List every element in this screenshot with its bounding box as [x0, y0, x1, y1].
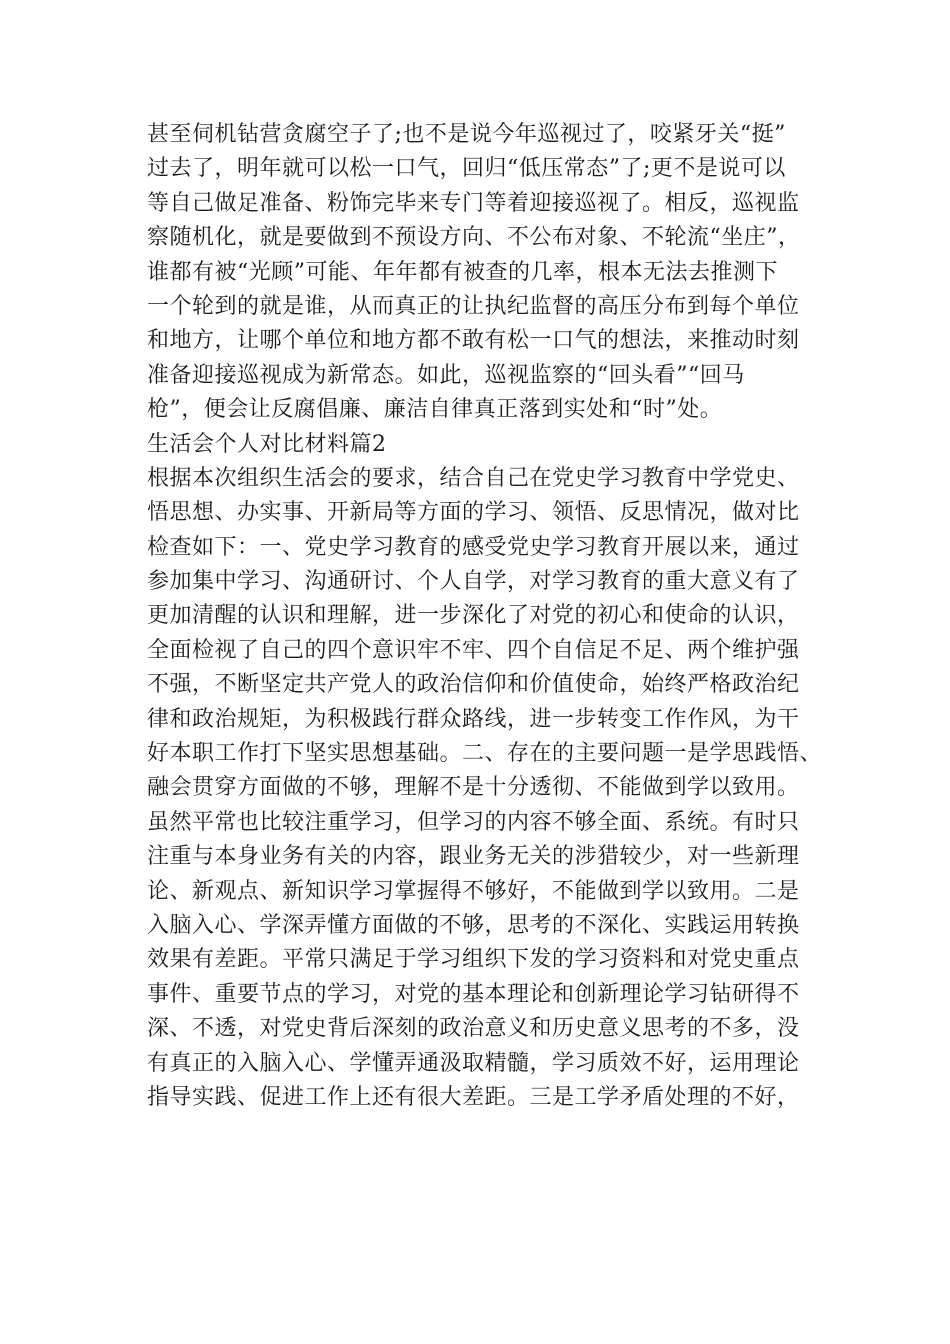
text-line: 融会贯穿方面做的不够，理解不是十分透彻、不能做到学以致用。	[147, 775, 800, 801]
document-body	[147, 118, 823, 1115]
text-line: 枪”，便会让反腐倡廉、廉洁自律真正落到实处和“时”处。	[147, 397, 723, 423]
text-line: 参加集中学习、沟通研讨、个人自学，对学习教育的重大意义有了	[147, 569, 800, 595]
text-line: 指导实践、促进工作上还有很大差距。三是工学矛盾处理的不好，	[147, 1084, 800, 1110]
paragraph-continuation	[147, 118, 807, 428]
text-line: 律和政治规矩，为积极践行群众路线，进一步转变工作作风，为干	[147, 706, 800, 732]
text-line: 全面检视了自己的四个意识牢不牢、四个自信足不足、两个维护强	[147, 637, 800, 663]
text-line: 入脑入心、学深弄懂方面做的不够，思考的不深化、实践运用转换	[147, 912, 800, 938]
text-line: 不强，不断坚定共产党人的政治信仰和价值使命，始终严格政治纪	[147, 672, 800, 698]
text-line: 和地方，让哪个单位和地方都不敢有松一口气的想法，来推动时刻	[147, 328, 800, 354]
text-line: 事件、重要节点的学习，对党的基本理论和创新理论学习钻研得不	[147, 981, 800, 1007]
text-line: 一个轮到的就是谁，从而真正的让执纪监督的高压分布到每个单位	[147, 293, 800, 319]
text-line: 检查如下：一、党史学习教育的感受党史学习教育开展以来，通过	[147, 534, 800, 560]
text-line: 深、不透，对党史背后深刻的政治意义和历史意义思考的不多，没	[147, 1016, 800, 1042]
text-line: 谁都有被“光顾”可能、年年都有被查的几率，根本无法去推测下	[147, 259, 778, 285]
text-line: 好本职工作打下坚实思想基础。二、存在的主要问题一是学思践悟、	[147, 741, 823, 767]
text-line: 效果有差距。平常只满足于学习组织下发的学习资料和对党史重点	[147, 947, 800, 973]
text-line: 等自己做足准备、粉饰完毕来专门等着迎接巡视了。相反，巡视监	[147, 190, 800, 216]
text-line: 悟思想、办实事、开新局等方面的学习、领悟、反思情况，做对比	[147, 500, 800, 526]
text-line: 根据本次组织生活会的要求，结合自己在党史学习教育中学党史、	[147, 465, 800, 491]
text-line: 论、新观点、新知识学习掌握得不够好，不能做到学以致用。二是	[147, 878, 800, 904]
text-line: 过去了，明年就可以松一口气，回归“低压常态”了;更不是说可以	[147, 156, 786, 182]
text-line: 虽然平常也比较注重学习，但学习的内容不够全面、系统。有时只	[147, 809, 800, 835]
text-line: 更加清醒的认识和理解，进一步深化了对党的初心和使命的认识，	[147, 603, 800, 629]
paragraph-main	[147, 462, 823, 1115]
text-line: 注重与本身业务有关的内容，跟业务无关的涉猎较少，对一些新理	[147, 844, 800, 870]
text-line: 甚至伺机钻营贪腐空子了;也不是说今年巡视过了，咬紧牙关“挺”	[147, 122, 786, 147]
section-heading: 生活会个人对比材料篇2	[147, 431, 387, 457]
text-line: 察随机化，就是要做到不预设方向、不公布对象、不轮流“坐庄”，	[147, 225, 801, 251]
text-line: 准备迎接巡视成为新常态。如此，巡视监察的“回头看”“回马	[147, 362, 745, 388]
text-line: 有真正的入脑入心、学懂弄通汲取精髓，学习质效不好，运用理论	[147, 1050, 800, 1076]
